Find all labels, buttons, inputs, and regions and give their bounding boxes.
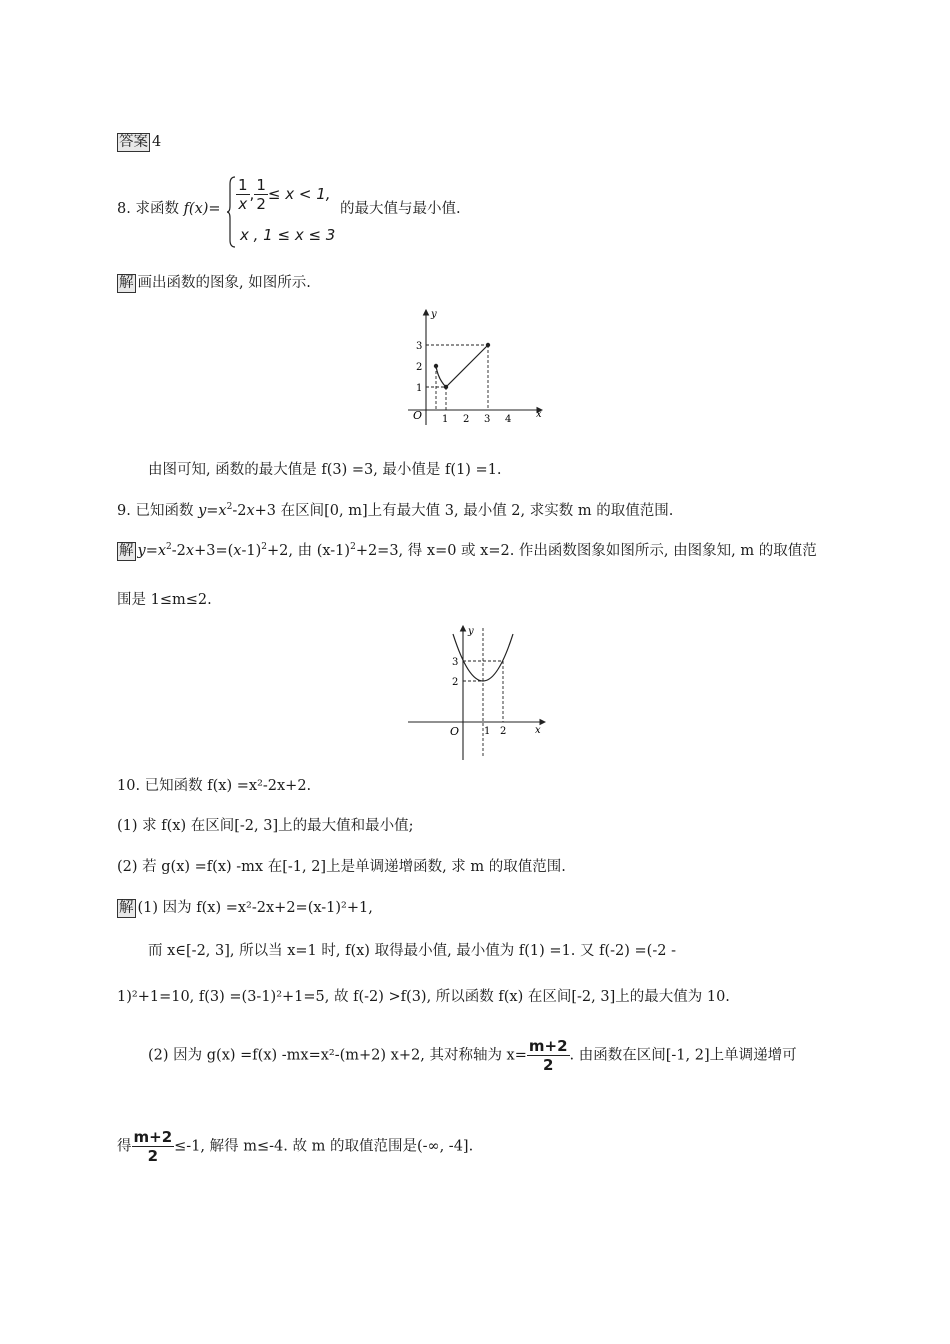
origin-label: O	[413, 409, 423, 422]
piecewise-brace	[226, 176, 236, 248]
y-axis-label: y	[468, 626, 474, 637]
y-axis-label: y	[431, 309, 437, 320]
hyperbola-segment	[436, 366, 446, 387]
solution-tag-9: 解	[119, 543, 134, 559]
question-10-title: 10. 已知函数 f(x) =x²-2x+2.	[117, 778, 312, 794]
x-tick-3: 3	[484, 414, 491, 425]
piecewise-case-1: $\frac{1}{x}$ , $\frac{1}{2}$ ≤ x < 1,	[238, 176, 331, 213]
case1-range: ≤ x < 1,	[267, 185, 331, 203]
x-axis-label: x	[535, 725, 541, 736]
solution-tag: 解	[119, 275, 134, 291]
answer-10-line3: 1)²+1=10, f(3) =(3-1)²+1=5, 故 f(-2) >f(3), 所以函数 f(x) 在区间[-2, 3]上的最大值为 10.	[117, 989, 730, 1005]
answer-9-line1: 解 $y=x^2-2x+3=(x-1)^2+2$, 由 $(x-1)^2+2=3$, 得 x=0 或 x=2. 作出函数图象如图所示, 由图象知, m 的取值范	[119, 542, 817, 559]
y-tick-3: 3	[416, 341, 423, 352]
question-10-part2: (2) 若 g(x) =f(x) -mx 在[-1, 2]上是单调递增函数, 求 m 的取值范围.	[117, 859, 566, 875]
linear-segment	[446, 345, 488, 387]
answer-8-intro: 解 画出函数的图象, 如图所示.	[119, 275, 311, 291]
answer-10-line1: 解 (1) 因为 f(x) =x²-2x+2=(x-1)²+1,	[119, 900, 373, 916]
y-tick-3: 3	[452, 657, 459, 668]
x-axis-label: x	[536, 409, 542, 420]
answer-10-line5: 得 $\frac{m+2}{2}$ ≤-1, 解得 m≤-4. 故 m 的取值范围是(-∞, -4].	[117, 1128, 474, 1165]
q8-func: f(x)	[183, 201, 209, 217]
case1-numerator: 1	[238, 176, 248, 194]
graph-piecewise	[398, 305, 548, 430]
y-tick-2: 2	[452, 677, 459, 688]
answer-10-line2: 而 x∈[-2, 3], 所以当 x=1 时, f(x) 取得最小值, 最小值为 f(1) =1. 又 f(-2) =(-2 -	[148, 943, 676, 959]
graph-parabola	[405, 622, 550, 762]
x-tick-1: 1	[484, 726, 491, 737]
answer-tag: 答案	[119, 134, 148, 150]
x-tick-4: 4	[505, 414, 512, 425]
answer-8-conclusion: 由图可知, 函数的最大值是 f(3) =3, 最小值是 f(1) =1.	[148, 462, 502, 478]
q8-eq: =	[208, 201, 221, 217]
piecewise-case-2: x , 1 ≤ x ≤ 3	[240, 226, 336, 244]
point-3-3	[486, 343, 490, 347]
q8-prefix: 8. 求函数	[117, 201, 184, 217]
origin-label: O	[450, 725, 460, 738]
symmetry-fraction: $\frac{m+2}{2}$	[528, 1037, 568, 1074]
answer-value: 4	[152, 134, 162, 150]
x-tick-1: 1	[442, 414, 449, 425]
half-numerator: 1	[256, 176, 266, 194]
half-denominator: 2	[256, 195, 266, 213]
previous-answer	[117, 132, 161, 152]
q8-suffix: 的最大值与最小值.	[340, 201, 461, 217]
solution-tag-10: 解	[119, 900, 134, 916]
y-tick-2: 2	[416, 362, 423, 373]
y-tick-1: 1	[416, 383, 423, 394]
question-10-part1: (1) 求 f(x) 在区间[-2, 3]上的最大值和最小值;	[117, 818, 414, 834]
answer-9-line2: 围是 1≤m≤2.	[117, 592, 212, 608]
answer-10-line4: (2) 因为 g(x) =f(x) -mx=x²-(m+2) x+2, 其对称轴为 x= $\frac{m+2}{2}$ . 由函数在区间[-1, 2]上单调递增可	[148, 1037, 797, 1074]
point-1-1	[444, 385, 448, 389]
condition-fraction: $\frac{m+2}{2}$	[133, 1128, 173, 1165]
x-tick-2: 2	[463, 414, 470, 425]
case1-denominator: x	[238, 195, 248, 213]
x-tick-2: 2	[500, 726, 507, 737]
question-9: 9. 已知函数 $y=x^2-2x+3$ 在区间[0, m]上有最大值 3, 最小值 2, 求实数 m 的取值范围.	[117, 502, 674, 519]
point-half-2	[434, 364, 438, 368]
